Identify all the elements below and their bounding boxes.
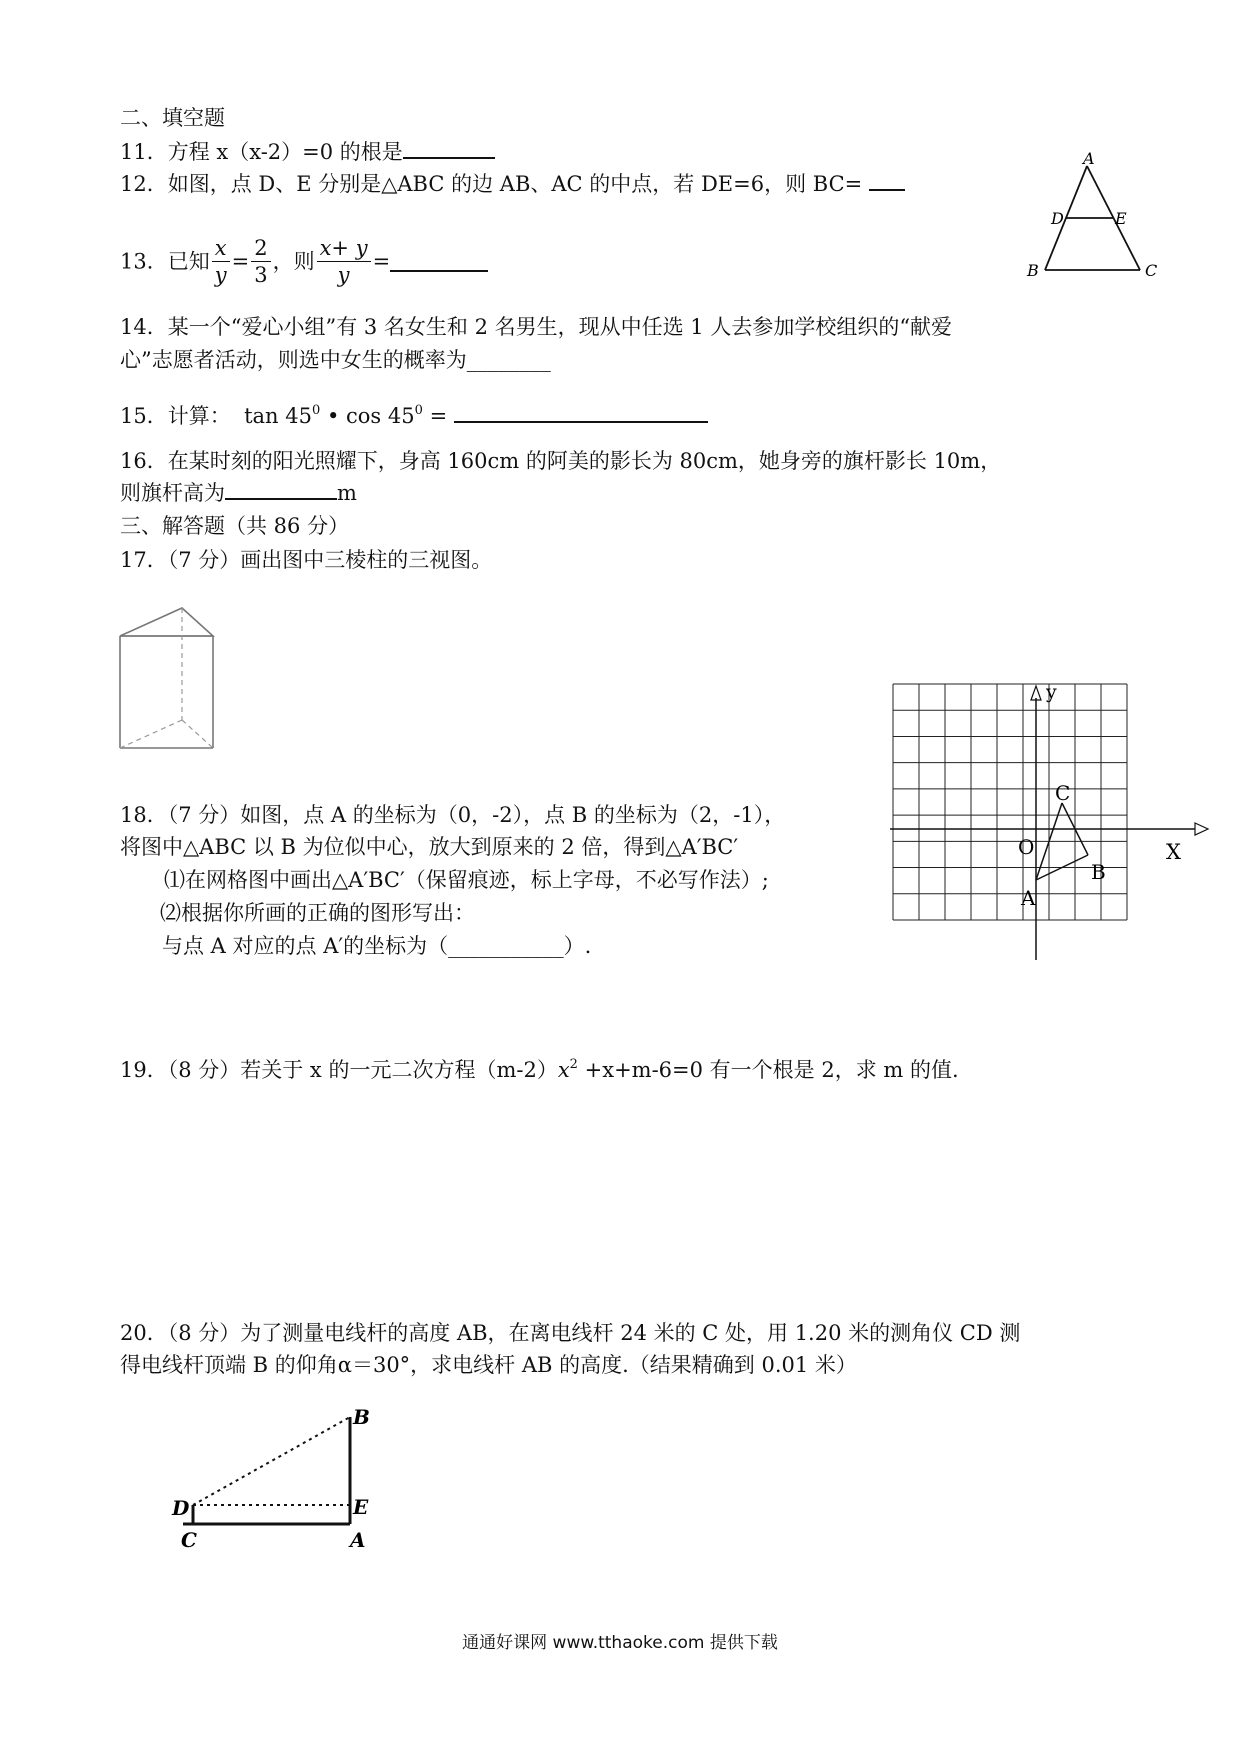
question-20-line-1: 20．（8 分）为了测量电线杆的高度 AB，在离电线杆 24 米的 C 处，用 1.20 米的测角仪 CD 测: [120, 1321, 1021, 1345]
point-b-label: B: [1091, 860, 1106, 884]
pole-label-c: C: [181, 1528, 197, 1550]
triangle-label-c: C: [1145, 261, 1158, 280]
section-3-title: 三、解答题（共 86 分）: [120, 514, 350, 538]
answer-blank-12[interactable]: [869, 171, 905, 191]
triangle-label-d: D: [1051, 209, 1064, 228]
question-18-line-3: ⑴在网格图中画出△A′BC′（保留痕迹，标上字母，不必写作法）;: [164, 868, 769, 892]
question-19-prefix: 19．（8 分）若关于 x 的一元二次方程（m-2）: [120, 1058, 558, 1082]
question-12-text: 12．如图，点 D、E 分别是△ABC 的边 AB、AC 的中点，若 DE=6，则 BC=: [120, 172, 863, 196]
pole-label-e: E: [353, 1495, 369, 1519]
equals-sign: =: [429, 404, 448, 428]
question-19: [120, 1051, 959, 1084]
triangle-label-b: B: [1027, 261, 1039, 280]
question-16-unit: m: [337, 481, 357, 505]
question-19-suffix: +x+m-6=0 有一个根是 2，求 m 的值.: [577, 1058, 959, 1082]
origin-label: O: [1018, 835, 1035, 859]
section-2-title: 二、填空题: [120, 106, 225, 130]
triangle-abc-figure: [1005, 150, 1185, 285]
question-15-prefix: 15．计算：: [120, 404, 231, 428]
question-12: [120, 170, 905, 198]
question-11: [120, 138, 495, 166]
tan-expression: tan 45: [244, 404, 312, 428]
point-c-label: C: [1055, 781, 1071, 805]
triangle-label-e: E: [1115, 209, 1127, 228]
question-20-line-2: 得电线杆顶端 B 的仰角α＝30°，求电线杆 AB 的高度.（结果精确到 0.01 米）: [120, 1353, 857, 1377]
pole-label-b: B: [353, 1405, 370, 1429]
y-axis-label: y: [1046, 682, 1057, 703]
multiply-dot: •: [326, 404, 340, 428]
fraction-denominator: 3: [254, 263, 268, 287]
equals-sign: =: [231, 249, 250, 274]
degree-superscript: 0: [311, 403, 321, 418]
fraction-two-thirds: [251, 235, 270, 288]
question-13: [120, 235, 488, 288]
triangle-label-a: A: [1083, 150, 1095, 168]
fraction-x-plus-y-over-y: [317, 235, 371, 288]
question-18-line-4: ⑵根据你所画的正确的图形写出：: [160, 901, 475, 925]
exponent-superscript: 2: [569, 1057, 578, 1072]
question-13-prefix: 13．已知: [120, 249, 210, 274]
answer-blank-13[interactable]: [390, 252, 488, 272]
degree-superscript: 0: [414, 403, 423, 418]
page-footer: 通通好课网 www.tthaoke.com 提供下载: [462, 1633, 778, 1653]
fraction-numerator: x+ y: [317, 235, 371, 262]
point-a-label: A: [1021, 886, 1036, 910]
question-18-line-2: 将图中△ABC 以 B 为位似中心，放大到原来的 2 倍，得到△A′BC′: [120, 835, 739, 859]
x-axis-label: X: [1166, 840, 1181, 864]
question-16-line-1: 16．在某时刻的阳光照耀下，身高 160cm 的阿美的影长为 80cm，她身旁的旗杆影长 10m，: [120, 449, 1002, 473]
triangular-prism-figure: [110, 600, 230, 760]
fraction-x-over-y: [212, 235, 230, 288]
fraction-numerator: 2: [251, 235, 270, 262]
fraction-denominator: y: [214, 263, 227, 287]
pole-label-a: A: [350, 1528, 366, 1550]
question-14-line-2: 心”志愿者活动，则选中女生的概率为________: [120, 348, 551, 372]
answer-blank-16[interactable]: [225, 480, 337, 500]
question-11-text: 11．方程 x（x-2）=0 的根是: [120, 140, 403, 164]
utility-pole-figure: [165, 1400, 395, 1550]
question-13-mid: ，则: [272, 249, 315, 274]
question-18-line-5: 与点 A 对应的点 A′的坐标为（___________）.: [162, 934, 592, 958]
question-15: [120, 397, 708, 430]
coordinate-grid-figure: [890, 682, 1210, 967]
question-18-line-1: 18．（7 分）如图，点 A 的坐标为（0，-2），点 B 的坐标为（2，-1），: [120, 803, 786, 827]
variable-x: x: [557, 1058, 570, 1082]
fraction-numerator: x: [212, 235, 230, 262]
question-16-line-2: [120, 479, 357, 507]
question-17: 17．（7 分）画出图中三棱柱的三视图。: [120, 548, 493, 572]
question-14-line-1: 14．某一个“爱心小组”有 3 名女生和 2 名男生，现从中任选 1 人去参加学校组织的“献爱: [120, 315, 953, 339]
cos-expression: cos 45: [346, 404, 415, 428]
fraction-denominator: y: [337, 263, 350, 287]
pole-label-d: D: [172, 1496, 190, 1520]
answer-blank-15[interactable]: [454, 403, 708, 423]
question-16-prefix: 则旗杆高为: [120, 481, 225, 505]
equals-sign: =: [372, 249, 391, 274]
answer-blank-11[interactable]: [403, 139, 495, 159]
